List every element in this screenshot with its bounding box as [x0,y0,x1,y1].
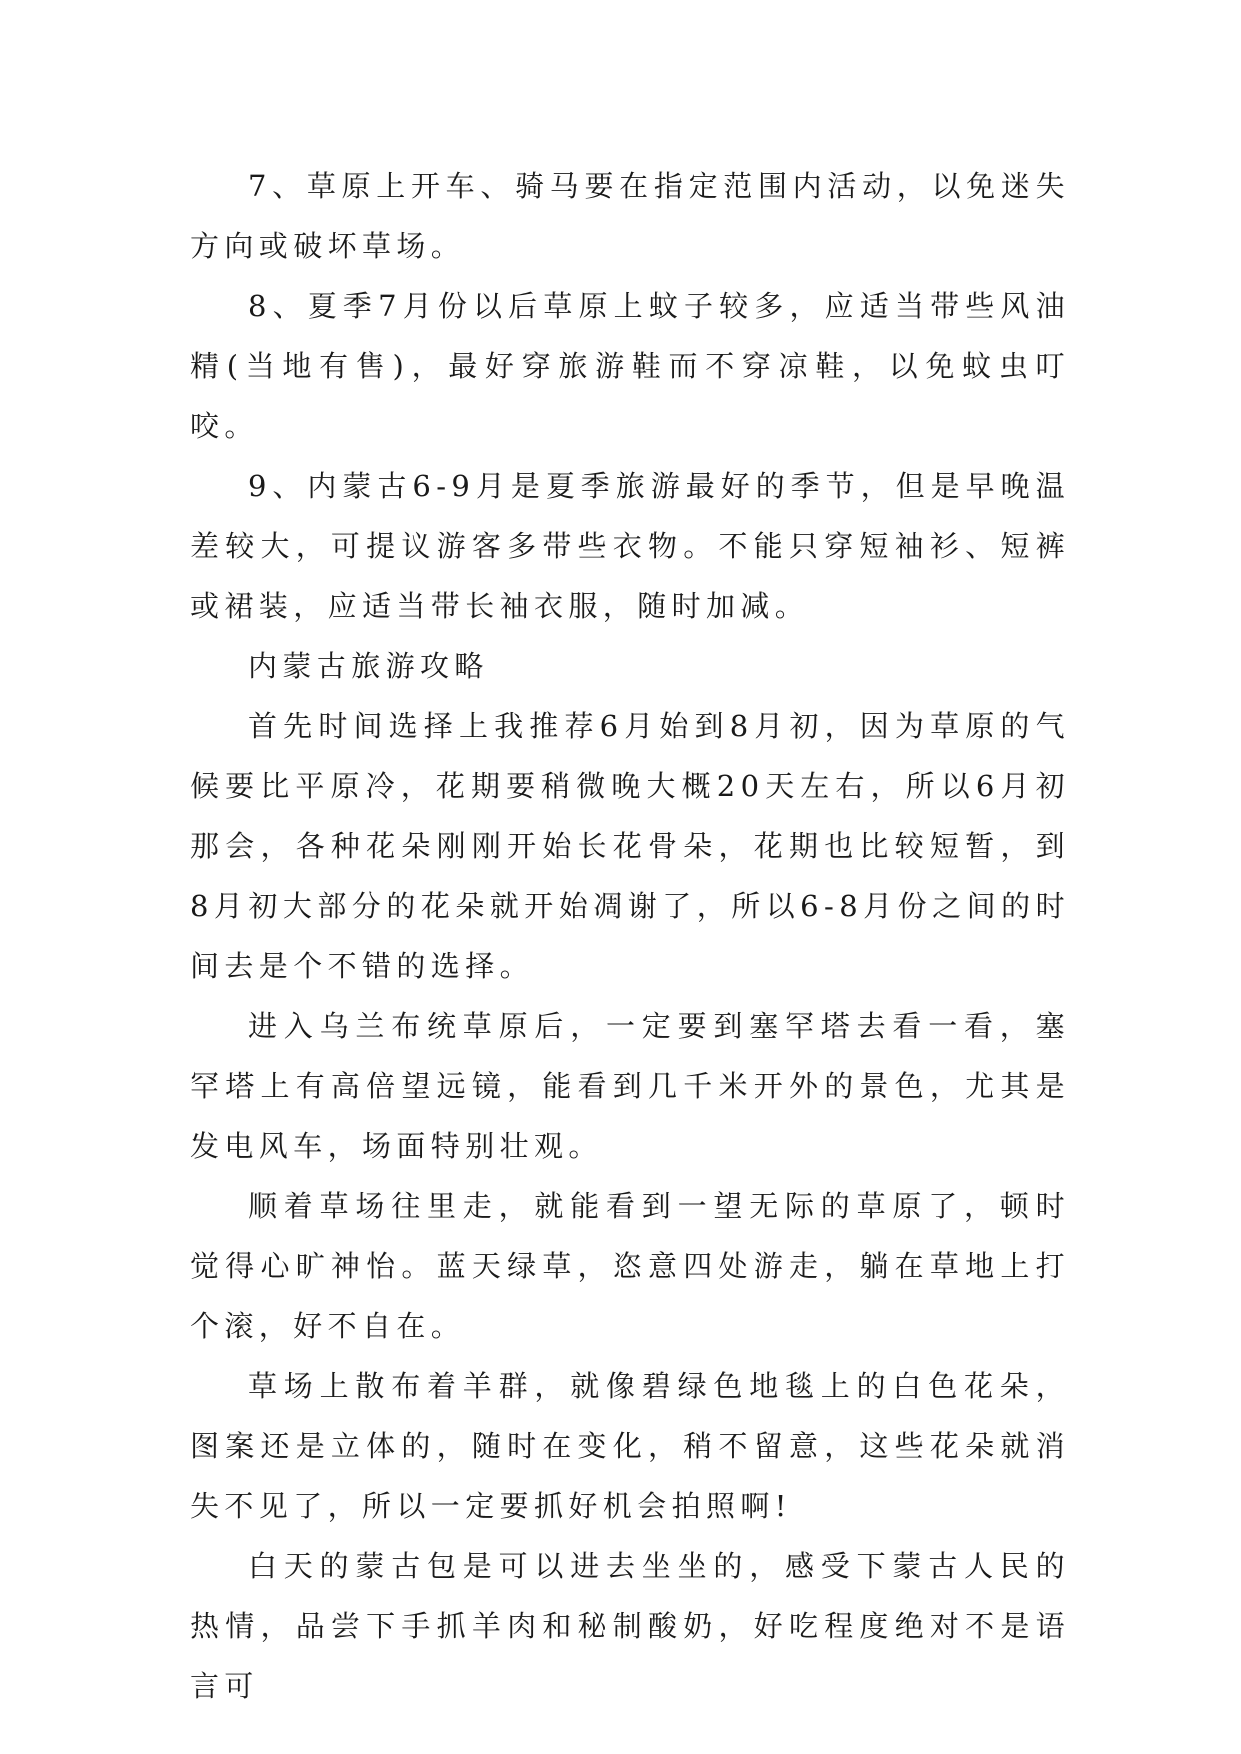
paragraph-grassland: 顺着草场往里走，就能看到一望无际的草原了，顿时觉得心旷神怡。蓝天绿草，恣意四处游走，躺在草地上打个滚，好不自在。 [190,1189,1070,1343]
paragraph-tip-7: 7、草原上开车、骑马要在指定范围内活动，以免迷失方向或破坏草场。 [190,169,1070,263]
paragraph-sheep: 草场上散布着羊群，就像碧绿色地毯上的白色花朵，图案还是立体的，随时在变化，稍不留意，这些花朵就消失不见了，所以一定要抓好机会拍照啊! [190,1369,1070,1523]
paragraph-saihan-tower: 进入乌兰布统草原后，一定要到塞罕塔去看一看，塞罕塔上有高倍望远镜，能看到几千米开外的景色，尤其是发电风车，场面特别壮观。 [190,1009,1070,1163]
paragraph-yurt: 白天的蒙古包是可以进去坐坐的，感受下蒙古人民的热情，品尝下手抓羊肉和秘制酸奶，好吃程度绝对不是语言可 [190,1549,1070,1703]
paragraph-tip-8: 8、夏季7月份以后草原上蚊子较多，应适当带些风油精(当地有售)，最好穿旅游鞋而不穿凉鞋，以免蚊虫叮咬。 [190,289,1070,443]
paragraph-tip-9: 9、内蒙古6-9月是夏季旅游最好的季节，但是早晚温差较大，可提议游客多带些衣物。不能只穿短袖衫、短裤或裙装，应适当带长袖衣服，随时加减。 [190,469,1070,623]
paragraph-timing: 首先时间选择上我推荐6月始到8月初，因为草原的气候要比平原冷，花期要稍微晚大概20天左右，所以6月初那会，各种花朵刚刚开始长花骨朵，花期也比较短暂，到8月初大部分的花朵就开始凋谢了，所以6-8月份之间的时间去是个不错的选择。 [190,709,1070,983]
document-body [190,156,1070,1716]
section-heading: 内蒙古旅游攻略 [248,649,489,683]
